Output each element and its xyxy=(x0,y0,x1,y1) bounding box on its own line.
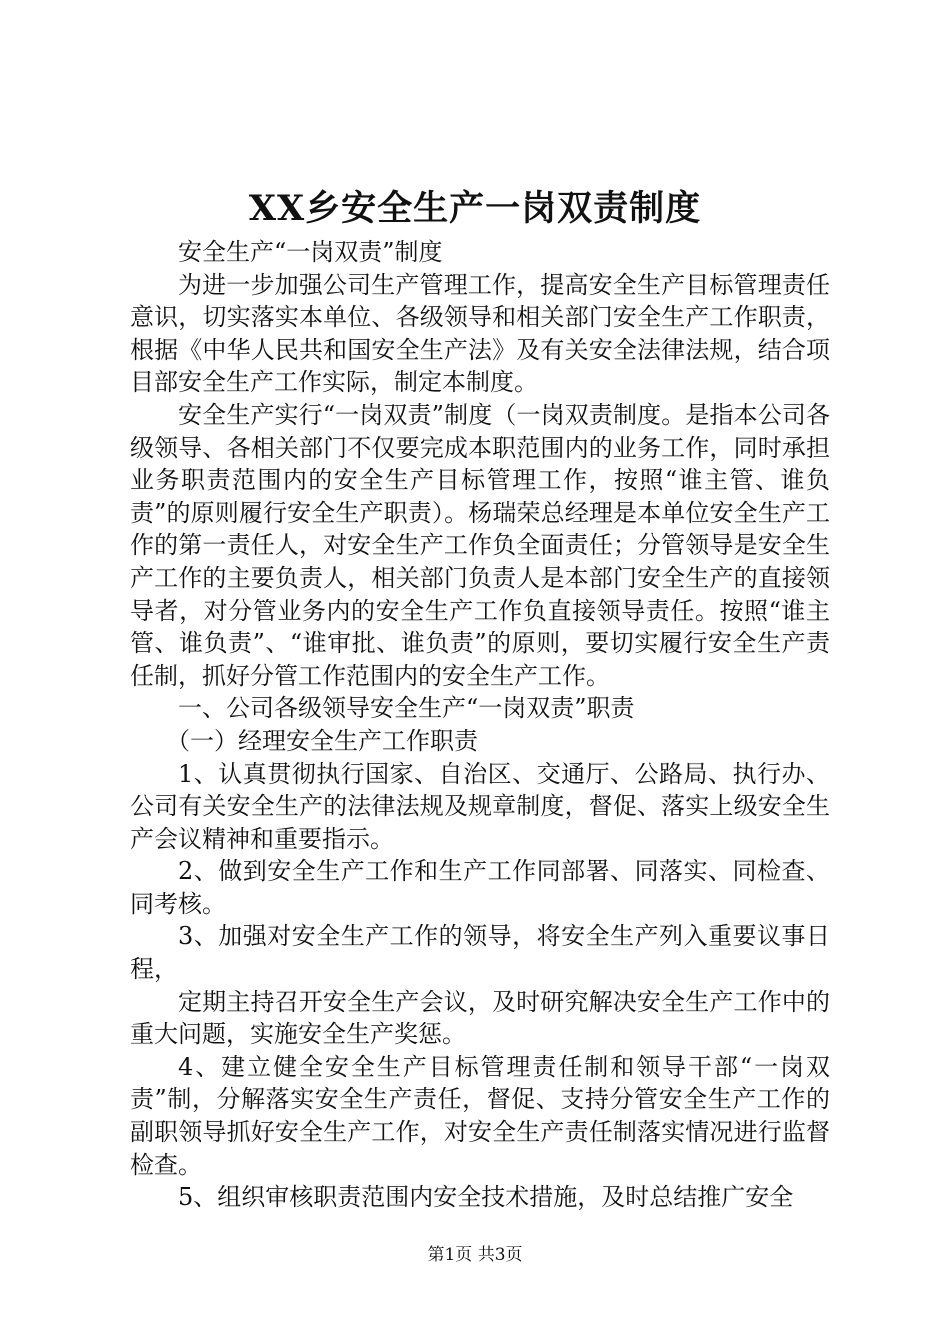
list-item-1: 1、认真贯彻执行国家、自治区、交通厅、公路局、执行办、公司有关安全生产的法律法规及规章制度，督促、落实上级安全生产会议精神和重要指示。 xyxy=(130,759,830,853)
paragraph-subtitle: 安全生产“一岗双责”制度 xyxy=(178,238,443,266)
list-item-5: 5、组织审核职责范围内安全技术措施，及时总结推广安全 xyxy=(178,1183,794,1212)
list-item-2: 2、做到安全生产工作和生产工作同部署、同落实、同检查、同考核。 xyxy=(130,857,830,918)
list-item-3-continued: 定期主持召开安全生产会议，及时研究解决安全生产工作中的重大问题，实施安全生产奖惩。 xyxy=(130,987,830,1049)
paragraph-intro: 为进一步加强公司生产管理工作，提高安全生产目标管理责任意识，切实落实本单位、各级领导和相关部门安全生产工作职责，根据《中华人民共和国安全生产法》及有关安全法律法规，结合项目部安全生产工作实际，制定本制度。 xyxy=(130,270,830,397)
document-body xyxy=(130,236,830,1214)
subsection-heading-1: （一）经理安全生产工作职责 xyxy=(166,726,478,755)
page-footer: 第1页 共3页 xyxy=(427,1245,523,1265)
section-heading-1: 一、公司各级领导安全生产“一岗双责”职责 xyxy=(178,694,635,723)
paragraph-system: 安全生产实行“一岗双责”制度（一岗双责制度。是指本公司各级领导、各相关部门不仅要完成本职范围内的业务工作，同时承担业务职责范围内的安全生产目标管理工作，按照“谁主管、谁负责”的原则履行安全生产职责）。杨瑞荣总经理是本单位安全生产工作的第一责任人，对安全生产工作负全面责任；分管领导是安全生产工作的主要负责人，相关部门负责人是本部门安全生产的直接领导者，对分管业务内的安全生产工作负直接领导责任。按照“谁主管、谁负责”、“谁审批、谁负责”的原则，要切实履行安全生产责任制，抓好分管工作范围内的安全生产工作。 xyxy=(130,400,830,690)
document-title: XX乡安全生产一岗双责制度 xyxy=(248,188,702,229)
list-item-3: 3、加强对安全生产工作的领导，将安全生产列入重要议事日程， xyxy=(130,922,830,984)
list-item-4: 4、建立健全安全生产目标管理责任制和领导干部“一岗双责”制，分解落实安全生产责任，督促、支持分管安全生产工作的副职领导抓好安全生产工作，对安全生产责任制落实情况进行监督检查。 xyxy=(130,1052,830,1179)
